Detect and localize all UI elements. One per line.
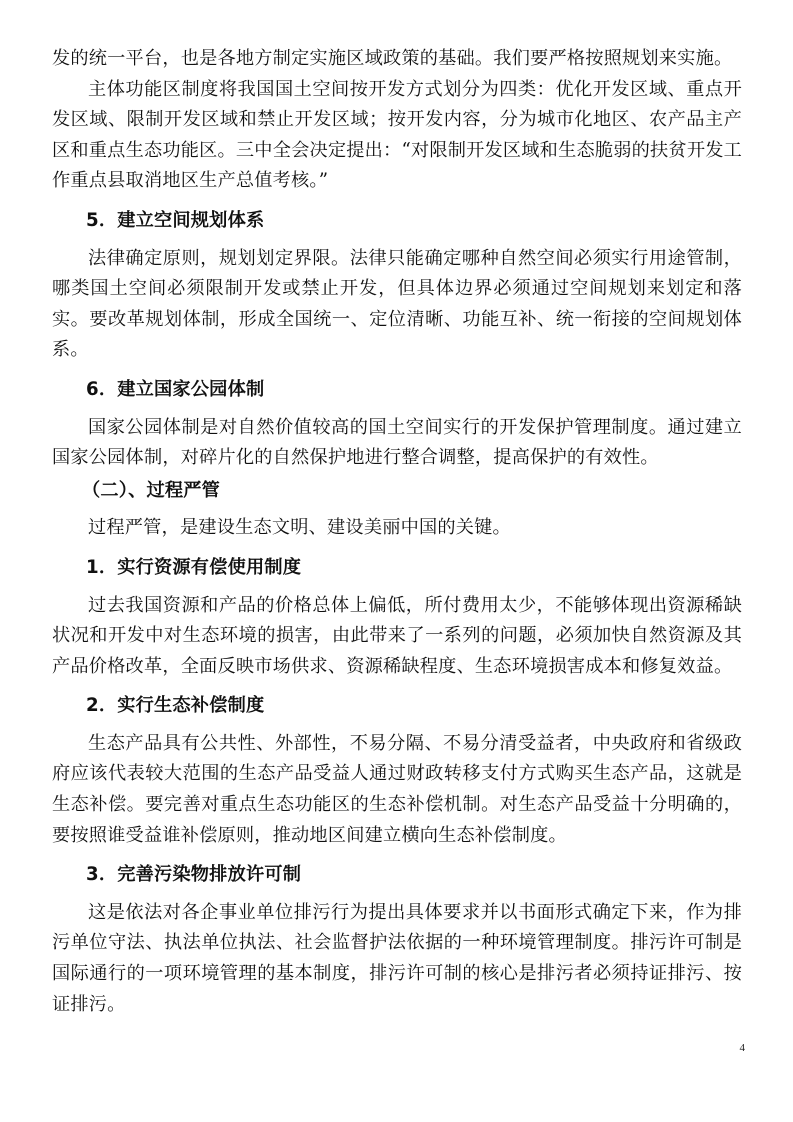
heading-resource-paid-use: 1．实行资源有偿使用制度: [86, 556, 302, 578]
paragraph-resource-paid-use: 过去我国资源和产品的价格总体上偏低，所付费用太少，不能够体现出资源稀缺状况和开发中对生态环境的损害，由此带来了一系列的问题，必须加快自然资源及其产品价格改革，全面反映市场供求、资源稀缺程度、生态环境损害成本和修复效益。: [52, 594, 742, 677]
paragraph-process-control: 过程严管，是建设生态文明、建设美丽中国的关键。: [88, 517, 511, 539]
paragraph-continuation: 发的统一平台，也是各地方制定实施区域政策的基础。我们要严格按照规划来实施。: [52, 48, 733, 69]
heading-spatial-planning: 5．建立空间规划体系: [86, 209, 265, 231]
paragraph-national-park: 国家公园体制是对自然价值较高的国土空间实行的开发保护管理制度。通过建立国家公园体制，对碎片化的自然保护地进行整合调整，提高保护的有效性。: [52, 416, 742, 469]
page-number: 4: [739, 1042, 745, 1054]
paragraph-spatial-planning: 法律确定原则，规划划定界限。法律只能确定哪种自然空间必须实行用途管制，哪类国土空间必须限制开发或禁止开发，但具体边界必须通过空间规划来划定和落实。要改革规划体制，形成全国统一、定位清晰、功能互补、统一衔接的空间规划体系。: [52, 247, 742, 361]
heading-national-park: 6．建立国家公园体制: [86, 378, 265, 400]
paragraph-pollution-permit: 这是依法对各企事业单位排污行为提出具体要求并以书面形式确定下来，作为排污单位守法、执法单位执法、社会监督护法依据的一种环境管理制度。排污许可制是国际通行的一项环境管理的基本制度，排污许可制的核心是排污者必须持证排污、按证排污。: [52, 901, 742, 1015]
heading-process-control: （二）、过程严管: [82, 479, 221, 501]
heading-eco-compensation: 2．实行生态补偿制度: [86, 695, 265, 717]
paragraph-main-function-zones: 主体功能区制度将我国国土空间按开发方式划分为四类：优化开发区域、重点开发区域、限制开发区域和禁止开发区域；按开发内容，分为城市化地区、农产品主产区和重点生态功能区。三中全会决定提出：“对限制开发区域和生态脆弱的扶贫开发工作重点县取消地区生产总值考核。”: [52, 78, 742, 192]
paragraph-eco-compensation: 生态产品具有公共性、外部性，不易分隔、不易分清受益者，中央政府和省级政府应该代表较大范围的生态产品受益人通过财政转移支付方式购买生态产品，这就是生态补偿。要完善对重点生态功能区的生态补偿机制。对生态产品受益十分明确的，要按照谁受益谁补偿原则，推动地区间建立横向生态补偿制度。: [52, 732, 742, 846]
document-body: [52, 44, 742, 1020]
heading-pollution-permit: 3．完善污染物排放许可制: [86, 864, 302, 886]
